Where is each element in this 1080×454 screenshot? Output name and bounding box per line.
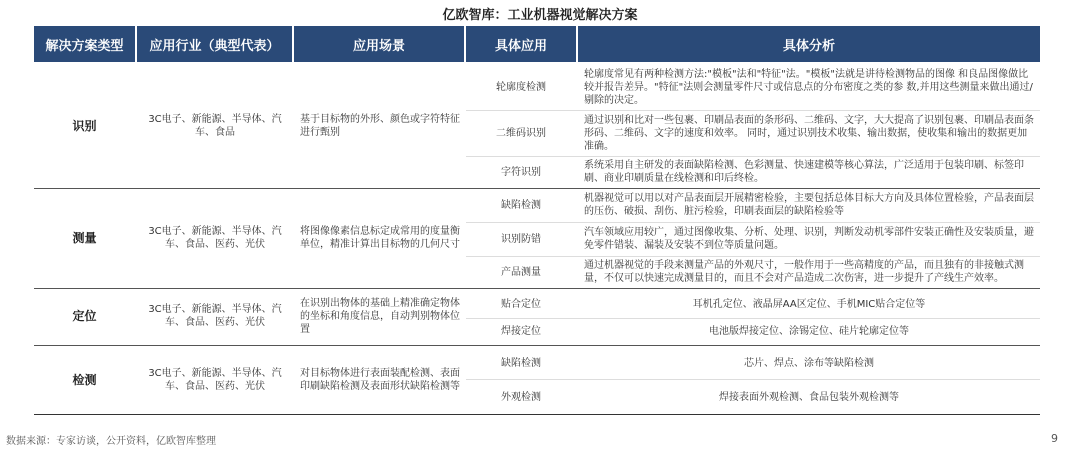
- group-type-recognition: 识别: [72, 118, 97, 133]
- group-type-measurement: 测量: [72, 230, 97, 245]
- app-analysis: 通过识别和比对一些包裹、印刷品表面的条形码、二维码、文字，大大提高了识别包裹、印刷品表面条形码、二维码、文字的速度和效率。 同时，通过识别技术收集、输出数据，使收集和输出的数据更加准确。: [584, 114, 1034, 152]
- group-scene: 将图像像素信息标定成常用的度量衡单位，精准计算出目标物的几何尺寸: [300, 226, 460, 250]
- row-divider: [466, 256, 1040, 257]
- row-divider: [466, 379, 1040, 380]
- page-title: 亿欧智库：工业机器视觉解决方案: [442, 8, 638, 23]
- app-analysis: 汽车领域应用较广，通过图像收集、分析、处理、识别，判断发动机零部件安装正确性及安装质量，避免零件错装、漏装及安装不到位等质量问题。: [584, 227, 1034, 251]
- table-bottom-border: [34, 414, 1040, 415]
- header-analysis: 具体分析: [578, 26, 1040, 62]
- app-analysis: 系统采用自主研发的表面缺陷检测、色彩测量、快速建模等核心算法，广泛适用于包装印刷、标签印刷、商业印刷质量在线检测和印后终检。: [584, 160, 1024, 184]
- app-analysis: 机器视觉可以用以对产品表面层开展精密检验，主要包括总体目标大方向及具体位置检验，产品表面层的压伤、破损、刮伤、脏污检验，印刷表面层的缺陷检验等: [584, 193, 1034, 217]
- row-divider: [466, 318, 1040, 319]
- header-solution-type: 解决方案类型: [34, 26, 135, 62]
- app-analysis: 电池版焊接定位、涂锡定位、硅片轮廓定位等: [709, 325, 909, 337]
- group-divider: [34, 188, 1040, 189]
- app-name: 缺陷检测: [501, 199, 541, 211]
- app-name: 字符识别: [501, 166, 541, 178]
- app-name: 缺陷检测: [501, 357, 541, 369]
- app-name: 识别防错: [501, 233, 541, 245]
- row-divider: [466, 222, 1040, 223]
- app-analysis: 芯片、焊点、涂布等缺陷检测: [744, 357, 874, 369]
- group-divider: [34, 345, 1040, 346]
- row-divider: [466, 156, 1040, 157]
- app-analysis: 通过机器视觉的手段来测量产品的外观尺寸，一般作用于一些高精度的产品，而且独有的非接触式测量，不仅可以快速完成测量目的，而且不会对产品造成二次伤害，进一步提升了产线生产效率。: [584, 260, 1024, 284]
- row-divider: [466, 110, 1040, 111]
- group-scene: 对目标物体进行表面装配检测、表面印刷缺陷检测及表面形状缺陷检测等: [300, 368, 460, 392]
- app-analysis: 焊接表面外观检测、食品包装外观检测等: [719, 391, 899, 403]
- group-industry: 3C电子、新能源、半导体、汽车、食品: [148, 114, 282, 138]
- app-name: 外观检测: [501, 391, 541, 403]
- group-industry: 3C电子、新能源、半导体、汽车、食品、医药、光伏: [148, 226, 282, 250]
- app-analysis: 轮廓度常见有两种检测方法:"模板"法和"特征"法。"模板"法就是讲待检测物品的图像 和良品图像做比较并报告差异。"特征"法则会测量零件尺寸或信息点的分布密度之类的参 数,并用这些测量来做出通过/剔除的决定。: [584, 68, 1033, 106]
- group-type-positioning: 定位: [72, 308, 97, 323]
- app-name: 贴合定位: [501, 298, 541, 310]
- app-analysis: 耳机孔定位、液晶屏AA区定位、手机MIC贴合定位等: [692, 298, 926, 310]
- header-scene: 应用场景: [294, 26, 464, 62]
- app-name: 焊接定位: [501, 325, 541, 337]
- header-industry: 应用行业（典型代表）: [137, 26, 292, 62]
- app-name: 二维码识别: [496, 127, 546, 139]
- group-industry: 3C电子、新能源、半导体、汽车、食品、医药、光伏: [148, 368, 282, 392]
- group-type-inspection: 检测: [72, 372, 97, 387]
- page-number: 9: [1051, 432, 1058, 445]
- app-name: 产品测量: [501, 266, 541, 278]
- group-divider: [34, 288, 1040, 289]
- group-industry: 3C电子、新能源、半导体、汽车、食品、医药、光伏: [148, 304, 282, 328]
- group-scene: 基于目标物的外形、颜色或字符特征进行甄别: [300, 114, 460, 138]
- app-name: 轮廓度检测: [496, 81, 546, 93]
- group-scene: 在识别出物体的基础上精准确定物体的坐标和角度信息，自动判别物体位置: [300, 297, 460, 335]
- header-application: 具体应用: [466, 26, 576, 62]
- data-source-note: 数据来源：专家访谈，公开资料，亿欧智库整理: [6, 436, 216, 447]
